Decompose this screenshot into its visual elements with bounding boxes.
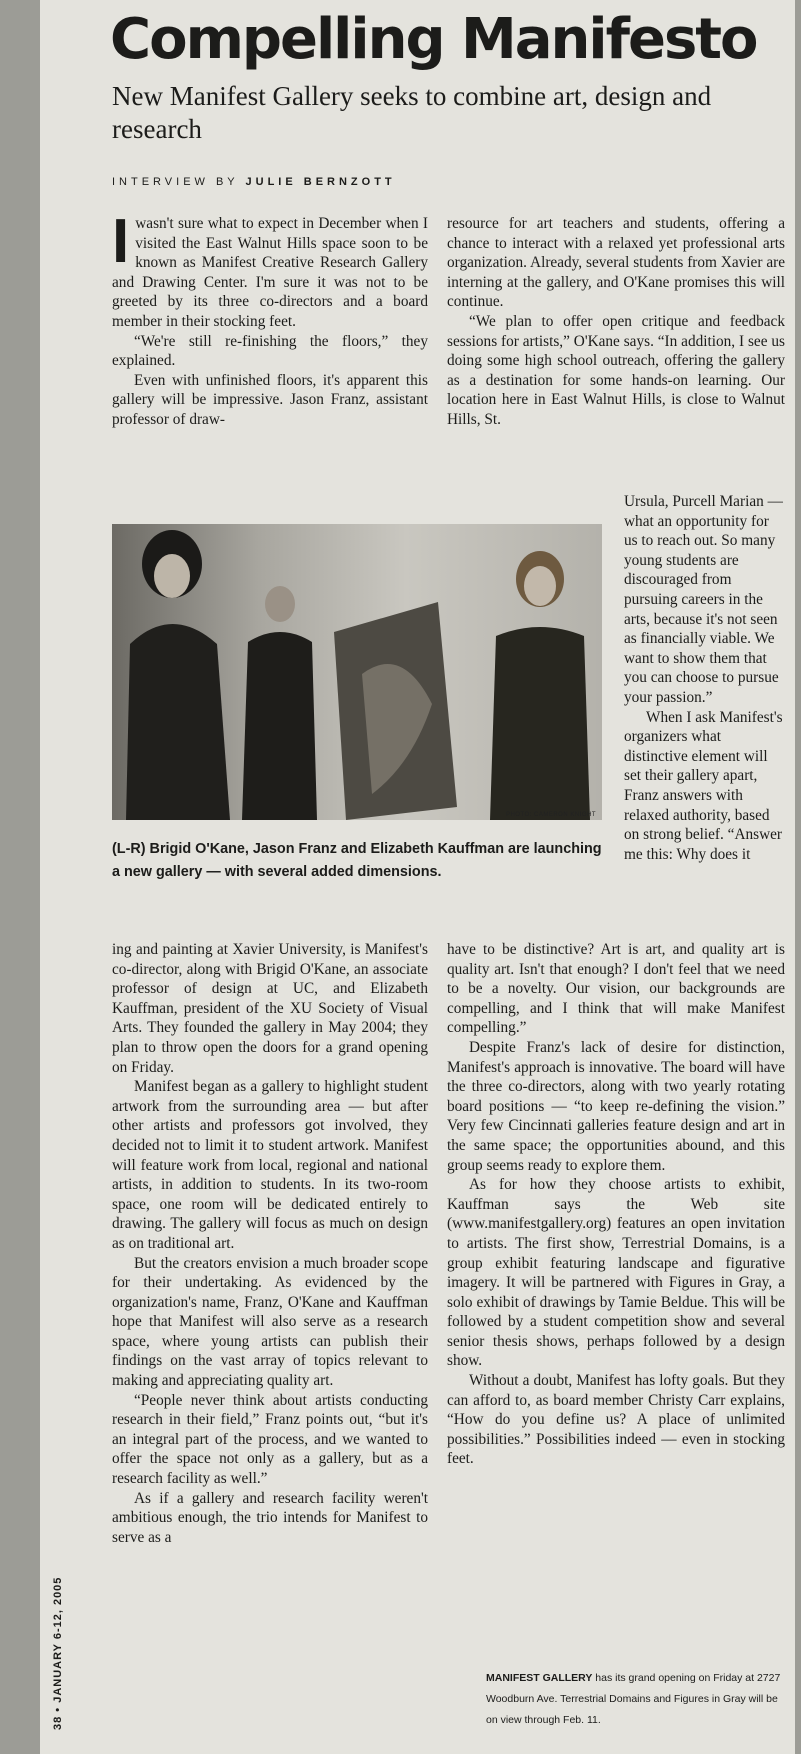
paragraph: have to be distinctive? Art is art, and quality art is quality art. Isn't that enough? I don't feel that we need to be a novelty. Our vision, our backgrounds are compelling, and I think that will make Manifest compelling.” [447,941,785,1037]
paragraph: “We're still re-finishing the floors,” they explained. [112,332,428,370]
column-2-wrap [624,492,785,864]
person-left-body [126,624,230,820]
paragraph: Despite Franz's lack of desire for distinction, Manifest's approach is innovative. The board will have the three co-directors, along with two yearly rotating board positions — “to keep re-defining the vision.” Very few Cincinnati galleries feature design and art in the same space; the opportunities abound, and this group seems ready to explore them. [447,1038,785,1174]
page-folio [52,1530,72,1730]
person-right-face [524,566,556,606]
paragraph: ing and painting at Xavier University, is Manifest's co-director, along with Brigid O'Kane, an associate professor of design at UC, and Elizabeth Kauffman, president of the XU Society of Visual Arts. They founded the gallery in May 2004; they plan to throw open the doors for a grand opening on Friday. [112,941,428,1076]
paragraph: Manifest began as a gallery to highlight student artwork from the surrounding area — but after other artists and professors got involved, they decided not to limit it to student artwork. Manifest will feature work from local, regional and national artists, in addition to students. In its two-room space, one room will be dedicated entirely to drawing. The gallery will focus as much on design as on traditional art. [112,1078,428,1252]
paragraph: When I ask Manifest's organizers what distinctive element will set their gallery apart, Franz answers with relaxed authority, based on strong belief. “Answer me this: Why does it [624,708,783,863]
paragraph: Even with unfinished floors, it's apparent this gallery will be impressive. Jason Franz, assistant professor of draw- [112,371,428,428]
person-center-face [265,586,295,622]
event-info-text: has its grand opening on Friday at 2727 Woodburn Ave. Terrestrial Domains and Figures in Gray will be on view through Feb. 11. [486,1672,781,1726]
photo-caption: (L-R) Brigid O'Kane, Jason Franz and Elizabeth Kauffman are launching a new gallery — with several added dimensions. [112,841,602,880]
paragraph: As for how they choose artists to exhibit, Kauffman says the Web site (www.manifestgallery.org) features an open invitation to artists. The first show, Terrestrial Domains, is a group exhibit featuring landscape and figurative imagery. It will be partnered with Figures in Gray, a solo exhibit of drawings by Tamie Beldue. This will be followed by a student competition show and several senior thesis shows, perhaps followed by a design show. [447,1176,785,1370]
paragraph: As if a gallery and research facility weren't ambitious enough, the trio intends for Manifest to serve as a [112,1489,428,1546]
folio-text: 38 • JANUARY 6-12, 2005 [52,1576,64,1730]
paragraph: Without a doubt, Manifest has lofty goals. But they can afford to, as board member Christy Carr explains, “How do you define us? A place of unlimited possibilities.” Possibilities indeed — even in stocking feet. [447,1372,785,1468]
paragraph: “People never think about artists conducting research in their field,” Franz points out, “but it's an integral part of the process, and we wanted to offer the space not only as a gallery, but as a research facility as well.” [112,1391,428,1488]
event-info-label: MANIFEST GALLERY [486,1672,593,1684]
headline: Compelling Manifesto [110,7,757,72]
article-photo [112,524,602,820]
paragraph: resource for art teachers and students, offering a chance to interact with a relaxed yet professional arts organization. Already, several students from Xavier are interning at the gallery, and O'Kane promises this will continue. [447,215,785,311]
photo-credit: PHOTO: CAMERON KNIGHT [505,812,596,818]
column-3 [112,940,428,1547]
byline-author: JULIE BERNZOTT [245,176,396,188]
event-info [486,1668,786,1731]
paragraph: Ursula, Purcell Marian — what an opportunity for us to reach out. So many young students are discouraged from pursuing careers in the arts, because it's not seen as financially viable. We want to show them that you can choose to pursue your passion.” [624,493,783,706]
byline [112,176,396,188]
paragraph: “We plan to offer open critique and feedback sessions for artists,” O'Kane says. “In addition, I see us doing some high school outreach, offering the gallery as a destination for some hands-on learning. Our location here in East Walnut Hills, is close to Walnut Hills, St. [447,312,785,428]
person-left-face [154,554,190,598]
column-2 [447,214,785,430]
photo-figures [112,524,602,820]
person-right-body [490,627,590,820]
newspaper-page [40,0,795,1754]
byline-label: INTERVIEW BY [112,176,239,188]
paragraph: Iwasn't sure what to expect in December when I visited the East Walnut Hills space soon to be known as Manifest Creative Research Gallery and Drawing Center. I'm sure it was not to be greeted by its three co-directors and a board member in their stocking feet. [112,207,428,330]
person-center-body [242,632,317,820]
column-4 [447,940,785,1469]
paragraph: But the creators envision a much broader scope for their undertaking. As evidenced by the organization's name, Franz, O'Kane and Kauffman hope that Manifest will also serve as a research space, where young artists can publish their findings on the vast array of topics relevant to making and appreciating quality art. [112,1254,428,1390]
column-1 [112,207,428,430]
deck: New Manifest Gallery seeks to combine art, design and research [112,81,712,144]
